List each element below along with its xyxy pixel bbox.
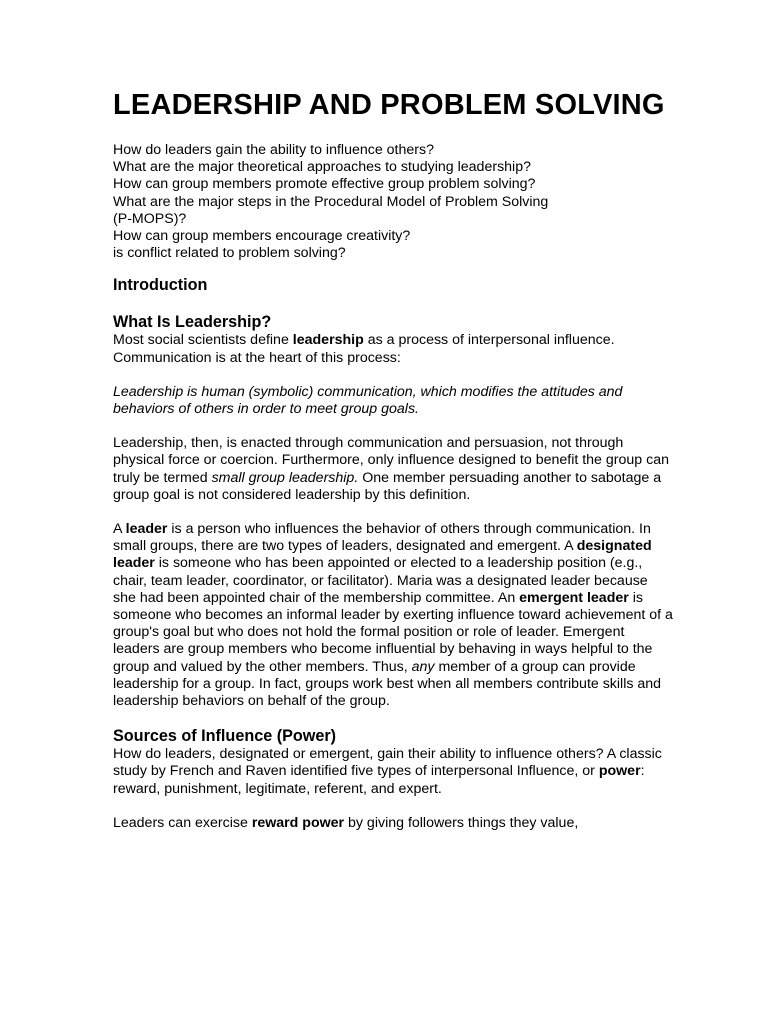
question-line: How can group members promote effective group problem solving? xyxy=(113,176,536,193)
question-line: What are the major theoretical approaches to studying leadership? xyxy=(113,159,531,176)
term-reward-power: reward power xyxy=(251,814,345,831)
question-line: How can group members encourage creativity? xyxy=(113,228,411,245)
question-line: (P-MOPS)? xyxy=(113,210,187,227)
document-page xyxy=(113,88,673,832)
question-line: is conflict related to problem solving? xyxy=(113,245,346,262)
sources-of-influence-heading: Sources of Influence (Power) xyxy=(113,727,337,746)
leader-types-paragraph: A leader is a person who influences the behavior of others through communication. In small groups, there are two types of leaders, designated and emergent. A designated leader is someone who has been appointed or elected to a leadership position (e.g., chair, team leader, coordinator, or facilitator). Maria was a designated leader because she had been appointed chair of the membership committee. An emergent leader is someone who becomes an informal leader by exerting influence toward achievement of a group's goal but who does not hold the formal position or role of leader. Emergent leaders are group members who become influential by behaving in ways helpful to the group and valued by the other members. Thus, any member of a group can provide leadership for a group. In fact, groups work best when all members contribute skills and leadership behaviors on behalf of the group. xyxy=(113,521,673,710)
document-title: LEADERSHIP AND PROBLEM SOLVING xyxy=(113,89,665,121)
introduction-heading: Introduction xyxy=(113,276,208,295)
question-list xyxy=(113,142,673,262)
leadership-quote: Leadership is human (symbolic) communication, which modifies the attitudes and behaviors of others in order to meet group goals. xyxy=(113,383,623,418)
term-power: power xyxy=(598,763,641,780)
reward-power-paragraph: Leaders can exercise reward power by giving followers things they value, xyxy=(113,814,579,831)
leadership-enacted-paragraph: Leadership, then, is enacted through communication and persuasion, not through physical force or coercion. Furthermore, only influence designed to benefit the group can truly be termed small group leadership. One member persuading another to sabotage a group goal is not considered leadership by this definition. xyxy=(113,435,669,503)
term-designated-leader: designated leader xyxy=(113,538,652,572)
term-leader: leader xyxy=(125,521,168,538)
term-small-group-leadership: small group leadership. xyxy=(211,469,359,486)
term-emergent-leader: emergent leader xyxy=(519,589,629,606)
what-is-leadership-heading: What Is Leadership? xyxy=(113,313,272,332)
term-any: any xyxy=(411,658,435,675)
question-line: What are the major steps in the Procedural Model of Problem Solving xyxy=(113,193,549,210)
question-line: How do leaders gain the ability to influence others? xyxy=(113,142,434,158)
power-types-paragraph: How do leaders, designated or emergent, gain their ability to influence others? A classic study by French and Raven identified five types of interpersonal Influence, or power: reward, punishment, legitimate, referent, and expert. xyxy=(113,746,662,797)
term-leadership: leadership xyxy=(292,332,364,349)
leadership-definition-paragraph: Most social scientists define leadership as a process of interpersonal influence. Communication is at the heart of this process: xyxy=(113,332,615,366)
